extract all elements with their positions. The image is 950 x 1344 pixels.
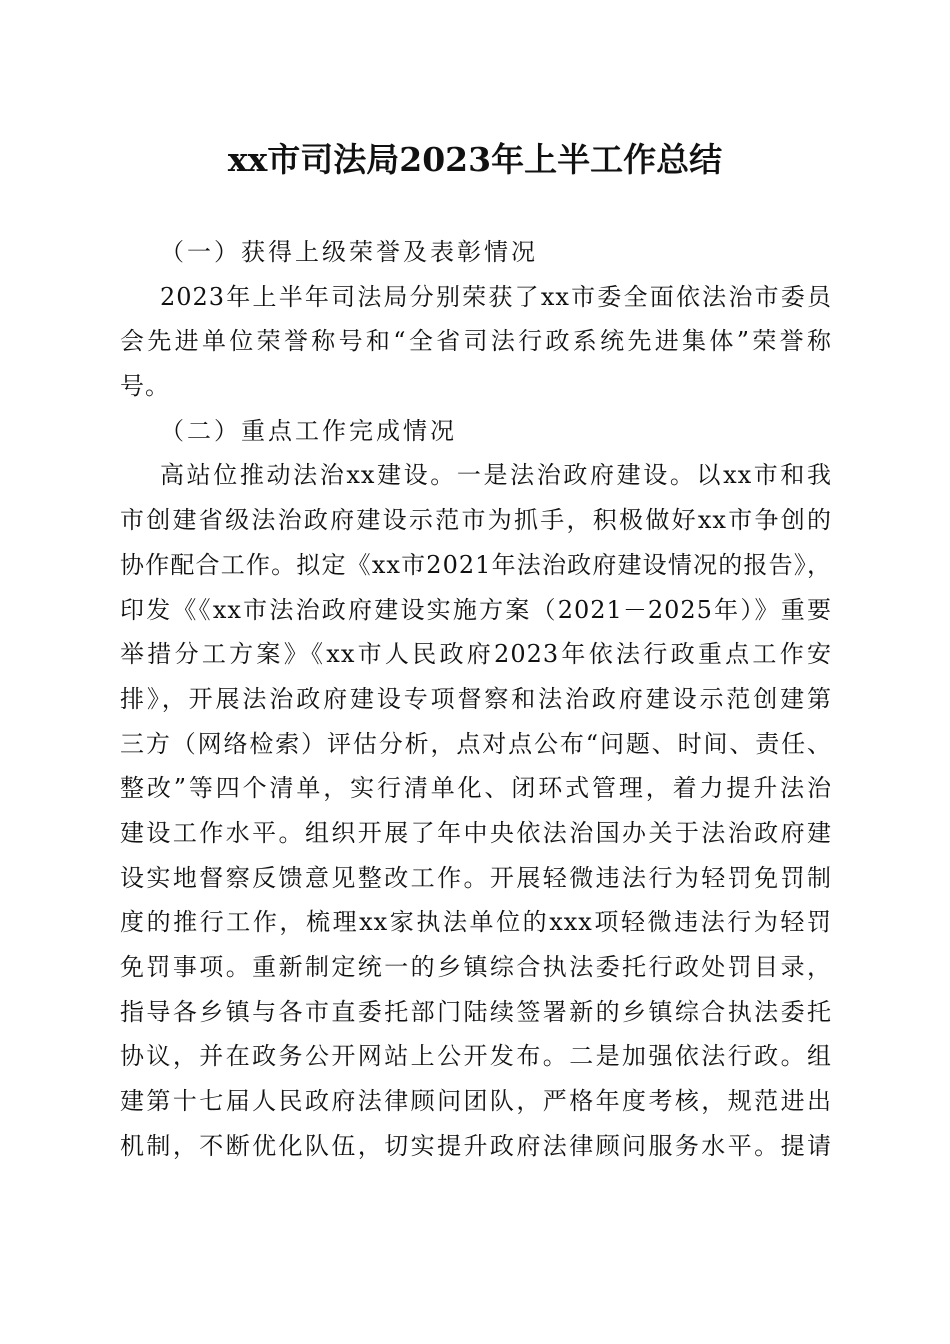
- paragraph-line: 建设工作水平。组织开展了年中央依法治国办关于法治政府建: [120, 818, 832, 847]
- paragraph-line: 高站位推动法治xx建设。一是法治政府建设。以xx市和我: [160, 461, 832, 490]
- paragraph-line: 度的推行工作，梳理xx家执法单位的xxx项轻微违法行为轻罚: [120, 908, 832, 937]
- paragraph-line: 设实地督察反馈意见整改工作。开展轻微违法行为轻罚免罚制: [120, 863, 832, 892]
- paragraph-line: 建第十七届人民政府法律顾问团队，严格年度考核，规范进出: [120, 1087, 832, 1116]
- document-title: xx市司法局2023年上半工作总结: [227, 140, 723, 179]
- section-heading: （一）获得上级荣誉及表彰情况: [160, 238, 538, 266]
- paragraph-line: 免罚事项。重新制定统一的乡镇综合执法委托行政处罚目录，: [120, 953, 832, 981]
- paragraph-line: 2023年上半年司法局分别荣获了xx市委全面依法治市委员: [160, 282, 832, 311]
- paragraph-line: 协议，并在政务公开网站上公开发布。二是加强依法行政。组: [120, 1042, 832, 1071]
- paragraph-line: 三方（网络检索）评估分析，点对点公布“问题、时间、责任、: [120, 729, 832, 758]
- paragraph-line: 印发《《xx市法治政府建设实施方案（2021－2025年）》重要: [120, 595, 832, 624]
- paragraph-line: 机制，不断优化队伍，切实提升政府法律顾问服务水平。提请: [120, 1131, 832, 1160]
- paragraph-line: 市创建省级法治政府建设示范市为抓手，积极做好xx市争创的: [120, 506, 832, 535]
- paragraph-line: 指导各乡镇与各市直委托部门陆续签署新的乡镇综合执法委托: [120, 997, 832, 1026]
- section-heading: （二）重点工作完成情况: [160, 416, 457, 445]
- paragraph-line: 协作配合工作。拟定《xx市2021年法治政府建设情况的报告》，: [120, 550, 832, 579]
- paragraph-line: 号。: [120, 372, 170, 401]
- document-body: [120, 230, 832, 1168]
- paragraph-line: 整改”等四个清单，实行清单化、闭环式管理，着力提升法治: [120, 774, 832, 803]
- paragraph-line: 会先进单位荣誉称号和“全省司法行政系统先进集体”荣誉称: [120, 327, 832, 356]
- paragraph-line: 举措分工方案》《xx市人民政府2023年依法行政重点工作安: [120, 640, 832, 669]
- paragraph-line: 排》，开展法治政府建设专项督察和法治政府建设示范创建第: [120, 684, 832, 713]
